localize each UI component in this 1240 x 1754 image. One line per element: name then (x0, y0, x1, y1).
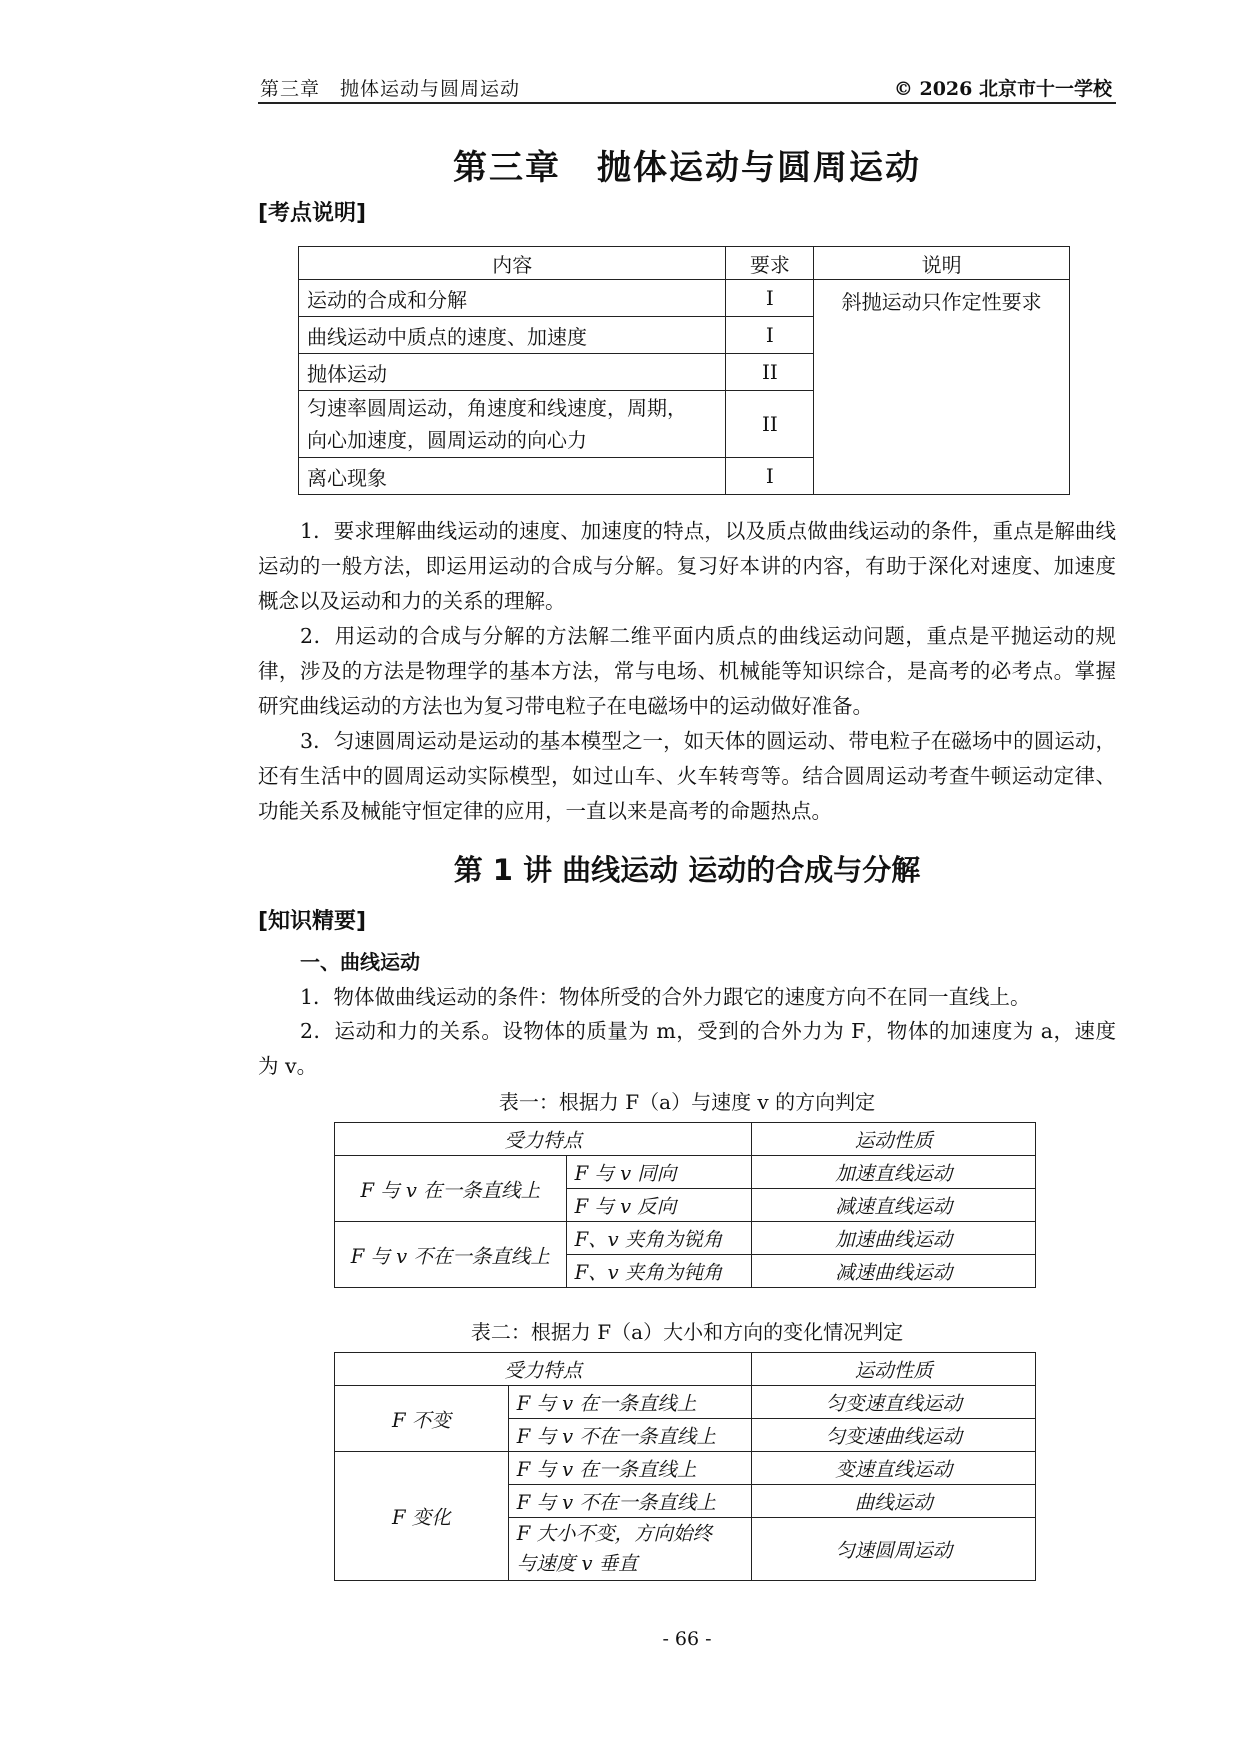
section-heading: 一、曲线运动 (300, 950, 420, 974)
motion-cell: 减速曲线运动 (752, 1255, 1036, 1288)
page-number: - 66 - (662, 1628, 712, 1650)
motion-cell: 匀速圆周运动 (752, 1518, 1036, 1581)
table-header-row (335, 1123, 1036, 1156)
row-requirement: I (726, 317, 814, 354)
point-2: 2．运动和力的关系。设物体的质量为 m，受到的合外力为 F，物体的加速度为 a，速度为 v。 (258, 1019, 1116, 1078)
note-cell: 斜抛运动只作定性要求 (814, 280, 1070, 495)
row-content (299, 391, 726, 458)
motion-cell: 加速曲线运动 (752, 1222, 1036, 1255)
group-label: F 与 v 在一条直线上 (335, 1156, 567, 1222)
condition-cell: F、v 夹角为钝角 (566, 1255, 752, 1288)
motion-cell: 匀变速直线运动 (752, 1386, 1036, 1419)
row-content: 抛体运动 (299, 354, 726, 391)
running-header (258, 68, 1116, 104)
condition-cell (508, 1518, 752, 1581)
paragraph-3: 3．匀速圆周运动是运动的基本模型之一，如天体的圆运动、带电粒子在磁场中的圆运动，还有生活中的圆周运动实际模型，如过山车、火车转弯等。结合圆周运动考查牛顿运动定律、功能关系及械能守恒定律的应用，一直以来是高考的命题热点。 (258, 729, 1116, 823)
table-row (335, 1386, 1036, 1419)
row-requirement: I (726, 458, 814, 495)
header-motion: 运动性质 (752, 1353, 1036, 1386)
header-requirement: 要求 (726, 247, 814, 280)
header-chapter: 第三章 抛体运动与圆周运动 (260, 78, 521, 100)
exam-points-table (298, 246, 1070, 495)
lecture-title: 第 1 讲 曲线运动 运动的合成与分解 (453, 853, 921, 887)
knowledge-tag: [知识精要] (258, 909, 367, 934)
header-content: 内容 (299, 247, 726, 280)
motion-cell: 曲线运动 (752, 1485, 1036, 1518)
row-content: 离心现象 (299, 458, 726, 495)
group-label: F 不变 (335, 1386, 509, 1452)
group-label: F 变化 (335, 1452, 509, 1581)
table-header-row (299, 247, 1070, 280)
exam-points-tag: [考点说明] (258, 201, 367, 226)
row-requirement: I (726, 280, 814, 317)
condition-cell: F 与 v 在一条直线上 (508, 1386, 752, 1419)
table-row (335, 1452, 1036, 1485)
condition-line: F 大小不变，方向始终 (516, 1522, 712, 1545)
table3-caption: 表二：根据力 F（a）大小和方向的变化情况判定 (470, 1320, 904, 1344)
header-force: 受力特点 (335, 1123, 752, 1156)
header-motion: 运动性质 (752, 1123, 1036, 1156)
paragraph-1: 1．要求理解曲线运动的速度、加速度的特点，以及质点做曲线运动的条件，重点是解曲线运动的一般方法，即运用运动的合成与分解。复习好本讲的内容，有助于深化对速度、加速度概念以及运动和力的关系的理解。 (258, 519, 1116, 613)
motion-cell: 减速直线运动 (752, 1189, 1036, 1222)
table-row (299, 280, 1070, 317)
condition-cell: F 与 v 同向 (566, 1156, 752, 1189)
condition-cell: F、v 夹角为锐角 (566, 1222, 752, 1255)
table-row (335, 1156, 1036, 1189)
change-table (334, 1352, 1036, 1581)
table2-caption: 表一：根据力 F（a）与速度 v 的方向判定 (498, 1090, 876, 1114)
condition-line: 与速度 v 垂直 (516, 1552, 638, 1575)
motion-cell: 加速直线运动 (752, 1156, 1036, 1189)
row-content: 运动的合成和分解 (299, 280, 726, 317)
row-content-line: 向心加速度，圆周运动的向心力 (307, 428, 587, 452)
header-force: 受力特点 (335, 1353, 752, 1386)
group-label: F 与 v 不在一条直线上 (335, 1222, 567, 1288)
paragraph-2: 2．用运动的合成与分解的方法解二维平面内质点的曲线运动问题，重点是平抛运动的规律，涉及的方法是物理学的基本方法，常与电场、机械能等知识综合，是高考的必考点。掌握研究曲线运动的方法也为复习带电粒子在电磁场中的运动做好准备。 (258, 624, 1116, 718)
table-header-row (335, 1353, 1036, 1386)
direction-table (334, 1122, 1036, 1288)
row-content-line: 匀速率圆周运动，角速度和线速度，周期， (307, 396, 687, 420)
row-content: 曲线运动中质点的速度、加速度 (299, 317, 726, 354)
motion-cell: 匀变速曲线运动 (752, 1419, 1036, 1452)
condition-cell: F 与 v 在一条直线上 (508, 1452, 752, 1485)
table-row (335, 1222, 1036, 1255)
condition-cell: F 与 v 不在一条直线上 (508, 1485, 752, 1518)
motion-cell: 变速直线运动 (752, 1452, 1036, 1485)
row-requirement: II (726, 391, 814, 458)
header-note: 说明 (814, 247, 1070, 280)
condition-cell: F 与 v 反向 (566, 1189, 752, 1222)
point-1: 1．物体做曲线运动的条件：物体所受的合外力跟它的速度方向不在同一直线上。 (300, 985, 1031, 1009)
condition-cell: F 与 v 不在一条直线上 (508, 1419, 752, 1452)
row-requirement: II (726, 354, 814, 391)
header-school: © 2026 北京市十一学校 (893, 78, 1112, 100)
chapter-title: 第三章 抛体运动与圆周运动 (453, 148, 921, 188)
